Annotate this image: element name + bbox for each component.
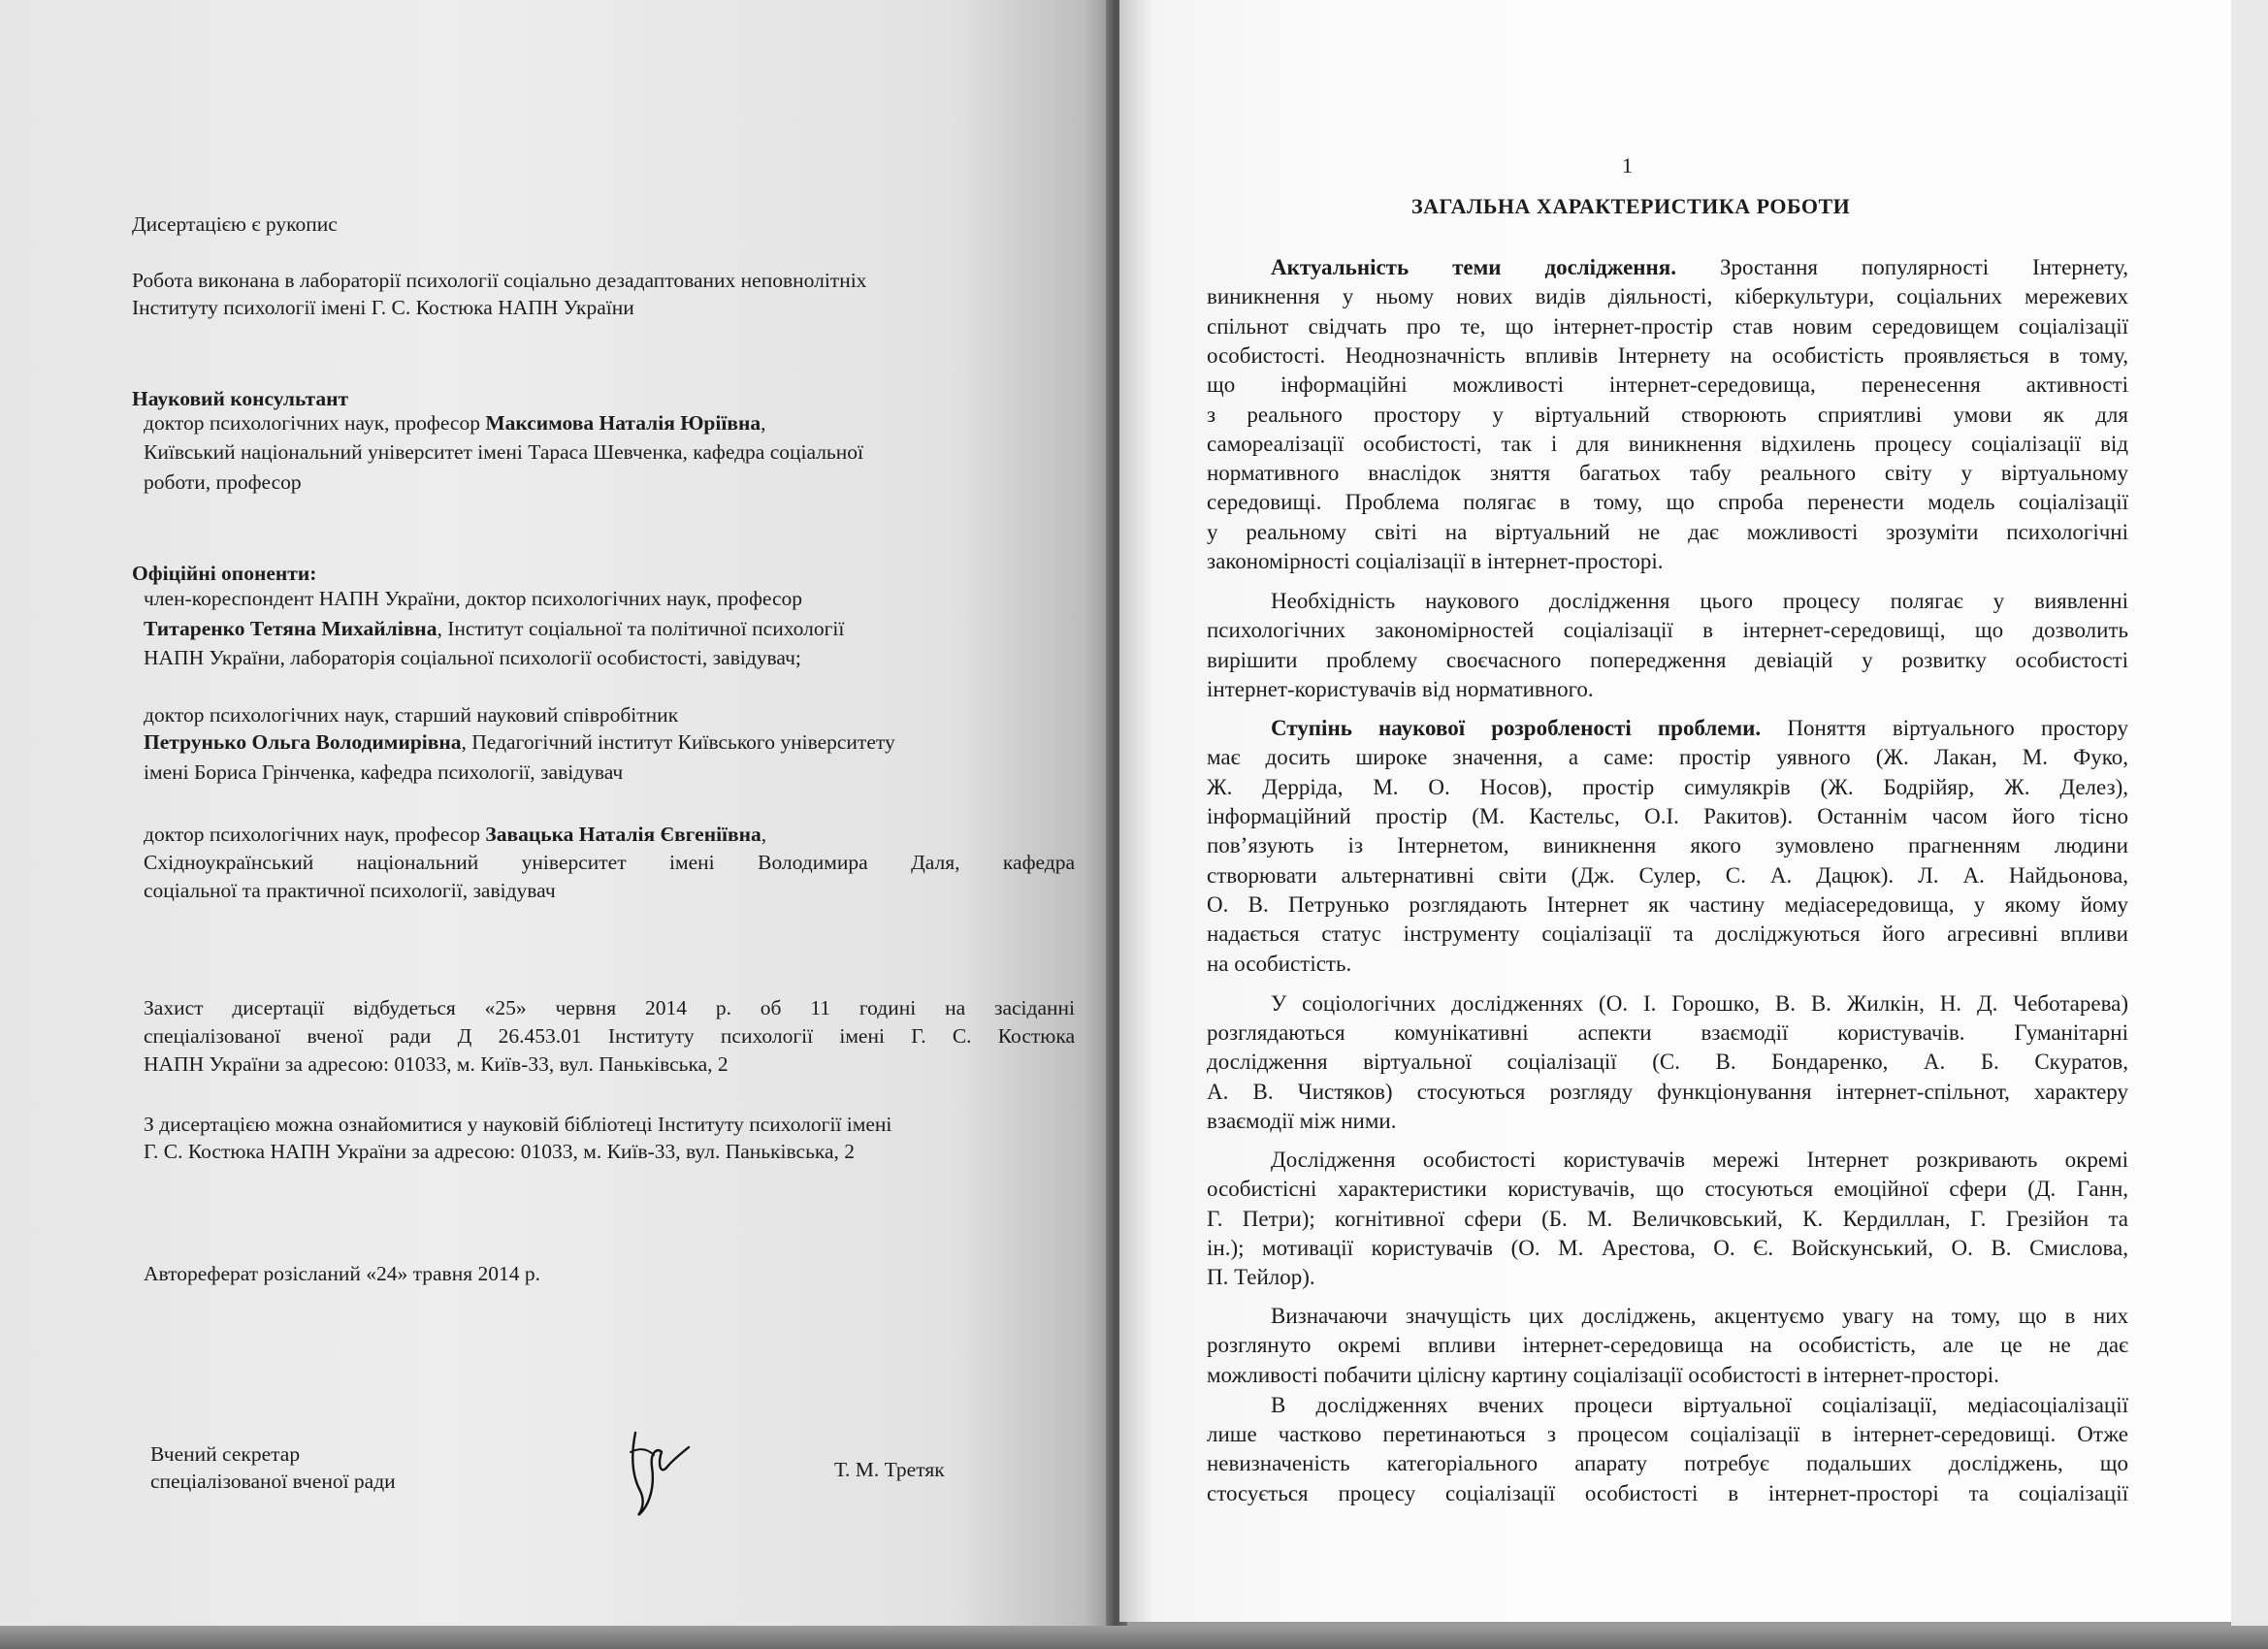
- body-line: на особистість.: [1207, 952, 1352, 976]
- relevance-heading: Актуальність теми дослідження.: [1271, 255, 1676, 279]
- opponent-line: Східноукраїнський національний університет імені Володимира Даля, кафедра: [144, 851, 1075, 874]
- body-line: У соціологічних дослідженнях (О. І. Горошко, В. В. Жилкін, Н. Д. Чеботарева): [1271, 991, 2128, 1016]
- opponent-line: Петрунько Ольга Володимирівна, Педагогічний інститут Київського університету: [144, 730, 895, 754]
- consultant-name: Максимова Наталія Юріївна: [485, 411, 761, 435]
- body-line: В дослідженнях вчених процеси віртуальної соціалізації, медіасоціалізації: [1271, 1393, 2128, 1417]
- development-heading: Ступінь наукової розробленості проблеми.: [1271, 716, 1762, 740]
- manuscript-note: Дисертацією є рукопис: [132, 212, 338, 236]
- secretary-name: Т. М. Третяк: [834, 1458, 945, 1481]
- body-line: виникнення у ньому нових видів діяльності, кіберкультури, соціальних мережевих: [1207, 284, 2128, 308]
- opponent-name: Петрунько Ольга Володимирівна: [144, 730, 462, 754]
- consultant-line: доктор психологічних наук, професор Максимова Наталія Юріївна,: [144, 411, 766, 435]
- scan-edge: [2231, 0, 2268, 1649]
- body-line: розглянуто окремі впливи інтернет-середовища на особистість, але це не дає: [1207, 1333, 2128, 1357]
- defense-line: Захист дисертації відбудеться «25» червня 2014 р. об 11 годині на засіданні: [144, 996, 1075, 1019]
- opponent-line: Титаренко Тетяна Михайлівна, Інститут соціальної та політичної психології: [144, 617, 845, 640]
- sent-date: Автореферат розісланий «24» травня 2014 р.: [144, 1262, 540, 1285]
- opponents-heading: Офіційні опоненти:: [132, 562, 317, 585]
- left-page: [0, 0, 1118, 1637]
- opponent-line: соціальної та практичної психології, завідувач: [144, 879, 556, 902]
- body-line: інформаційний простір (М. Кастельс, О.І. Ракитов). Останнім часом його тісно: [1207, 804, 2128, 828]
- institution-line: Інституту психології імені Г. С. Костюка НАПН України: [132, 296, 634, 319]
- signature-image: [611, 1418, 698, 1525]
- opponent-line: член-кореспондент НАПН України, доктор психологічних наук, професор: [144, 587, 803, 610]
- body-line: Необхідність наукового дослідження цього процесу полягає у виявленні: [1271, 589, 2128, 613]
- body-line: що інформаційні можливості інтернет-середовища, перенесення активності: [1207, 372, 2128, 397]
- opponent-line: НАПН України, лабораторія соціальної психології особистості, завідувач;: [144, 646, 801, 669]
- body-line: самореалізації особистості, так і для виникнення відхилень процесу соціалізації від: [1207, 432, 2128, 456]
- body-line: лише частково перетинаються з процесом соціалізації в інтернет-середовищі. Отже: [1207, 1422, 2128, 1446]
- body-line: Визначаючи значущість цих досліджень, акцентуємо увагу на тому, що в них: [1271, 1304, 2128, 1328]
- consultant-heading: Науковий консультант: [132, 387, 349, 410]
- body-line: О. В. Петрунько розглядають Інтернет як частину медіасередовища, у якому йому: [1207, 892, 2128, 917]
- body-line: психологічних закономірностей соціалізації в інтернет-середовищі, що дозволить: [1207, 618, 2128, 642]
- body-line: невизначеність категоріального апарату потребує подальших досліджень, що: [1207, 1451, 2128, 1475]
- opponent-line: імені Бориса Грінченка, кафедра психології, завідувач: [144, 760, 624, 784]
- consultant-line: роботи, професор: [144, 470, 302, 494]
- body-line: надається статус інструменту соціалізації та досліджуються його агресивні впливи: [1207, 922, 2128, 946]
- secretary-title: спеціалізованої вченої ради: [150, 1470, 396, 1493]
- body-line: П. Тейлор).: [1207, 1265, 1315, 1289]
- body-line: особистості. Неоднозначність впливів Інтернету на особистість проявляється в тому,: [1207, 343, 2128, 368]
- body-line: інтернет-користувачів від нормативного.: [1207, 677, 1594, 701]
- library-line: Г. С. Костюка НАПН України за адресою: 01033, м. Київ-33, вул. Паньківська, 2: [144, 1140, 856, 1163]
- body-line: спільнот свідчать про те, що інтернет-простір став новим середовищем соціалізації: [1207, 314, 2128, 339]
- body-line: середовищі. Проблема полягає в тому, що спроба перенести модель соціалізації: [1207, 490, 2128, 514]
- body-line: ін.); мотивації користувачів (О. М. Арестова, О. Є. Войскунський, О. В. Смислова,: [1207, 1236, 2128, 1260]
- institution-line: Робота виконана в лабораторії психології соціально дезадаптованих неповнолітніх: [132, 269, 867, 292]
- body-line: Ступінь наукової розробленості проблеми. Поняття віртуального простору: [1271, 716, 2128, 740]
- body-line: Г. Петри); когнітивної сфери (Б. М. Величковський, К. Кердиллан, Г. Грезійон та: [1207, 1207, 2128, 1231]
- defense-line: НАПН України за адресою: 01033, м. Київ-33, вул. Паньківська, 2: [144, 1052, 729, 1076]
- body-line: взаємодії між ними.: [1207, 1109, 1397, 1133]
- library-line: З дисертацією можна ознайомитися у науковій бібліотеці Інституту психології імені: [144, 1113, 892, 1136]
- body-line: пов’язують із Інтернетом, виникнення якого зумовлено прагненням людини: [1207, 833, 2128, 857]
- body-line: вирішити проблему своєчасного попередження девіацій у розвитку особистості: [1207, 648, 2128, 672]
- body-line: А. В. Чистяков) стосуються розгляду функціонування інтернет-спільнот, характеру: [1207, 1080, 2128, 1104]
- body-line: Дослідження особистості користувачів мережі Інтернет розкривають окремі: [1271, 1148, 2128, 1172]
- body-line: розглядаються комунікативні аспекти взаємодії користувачів. Гуманітарні: [1207, 1020, 2128, 1045]
- opponent-line: доктор психологічних наук, старший науковий співробітник: [144, 703, 679, 727]
- secretary-title: Вчений секретар: [150, 1442, 301, 1466]
- body-line: Ж. Дерріда, М. О. Носов), простір симулякрів (Ж. Бодрійяр, Ж. Делез),: [1207, 775, 2128, 799]
- consultant-line: Київський національний університет імені Тараса Шевченка, кафедра соціальної: [144, 440, 863, 464]
- body-line: особистісні характеристики користувачів, що стосуються емоційної сфери (Д. Ганн,: [1207, 1177, 2128, 1201]
- opponent-name: Титаренко Тетяна Михайлівна: [144, 617, 437, 640]
- body-line: має досить широке значення, а саме: простір уявного (Ж. Лакан, М. Фуко,: [1207, 745, 2128, 769]
- defense-line: спеціалізованої вченої ради Д 26.453.01 Інституту психології імені Г. С. Костюка: [144, 1024, 1075, 1048]
- body-line: Актуальність теми дослідження. Зростання популярності Інтернету,: [1271, 255, 2128, 279]
- scan-shadow: [0, 1626, 2268, 1649]
- body-line: можливості побачити цілісну картину соціалізації особистості в інтернет-просторі.: [1207, 1363, 1999, 1387]
- body-line: нормативного внаслідок зняття багатьох табу реального світу у віртуальному: [1207, 461, 2128, 485]
- body-line: у реальному світі на віртуальний не дає можливості зрозуміти психологічні: [1207, 520, 2128, 544]
- body-line: з реального простору у віртуальний створюють сприятливі умови як для: [1207, 403, 2128, 427]
- body-line: стосується процесу соціалізації особистості в інтернет-просторі та соціалізації: [1207, 1481, 2128, 1505]
- page-number: 1: [1622, 153, 1633, 178]
- section-title: ЗАГАЛЬНА ХАРАКТЕРИСТИКА РОБОТИ: [1411, 194, 1851, 218]
- body-line: дослідження віртуальної соціалізації (С. В. Бондаренко, А. Б. Скуратов,: [1207, 1050, 2128, 1074]
- opponent-line: доктор психологічних наук, професор Завацька Наталія Євгеніївна,: [144, 823, 767, 846]
- body-line: закономірності соціалізації в інтернет-просторі.: [1207, 549, 1664, 573]
- body-line: створювати альтернативні світи (Дж. Сулер, С. А. Дацюк). Л. А. Найдьонова,: [1207, 863, 2128, 888]
- opponent-name: Завацька Наталія Євгеніївна: [485, 823, 761, 846]
